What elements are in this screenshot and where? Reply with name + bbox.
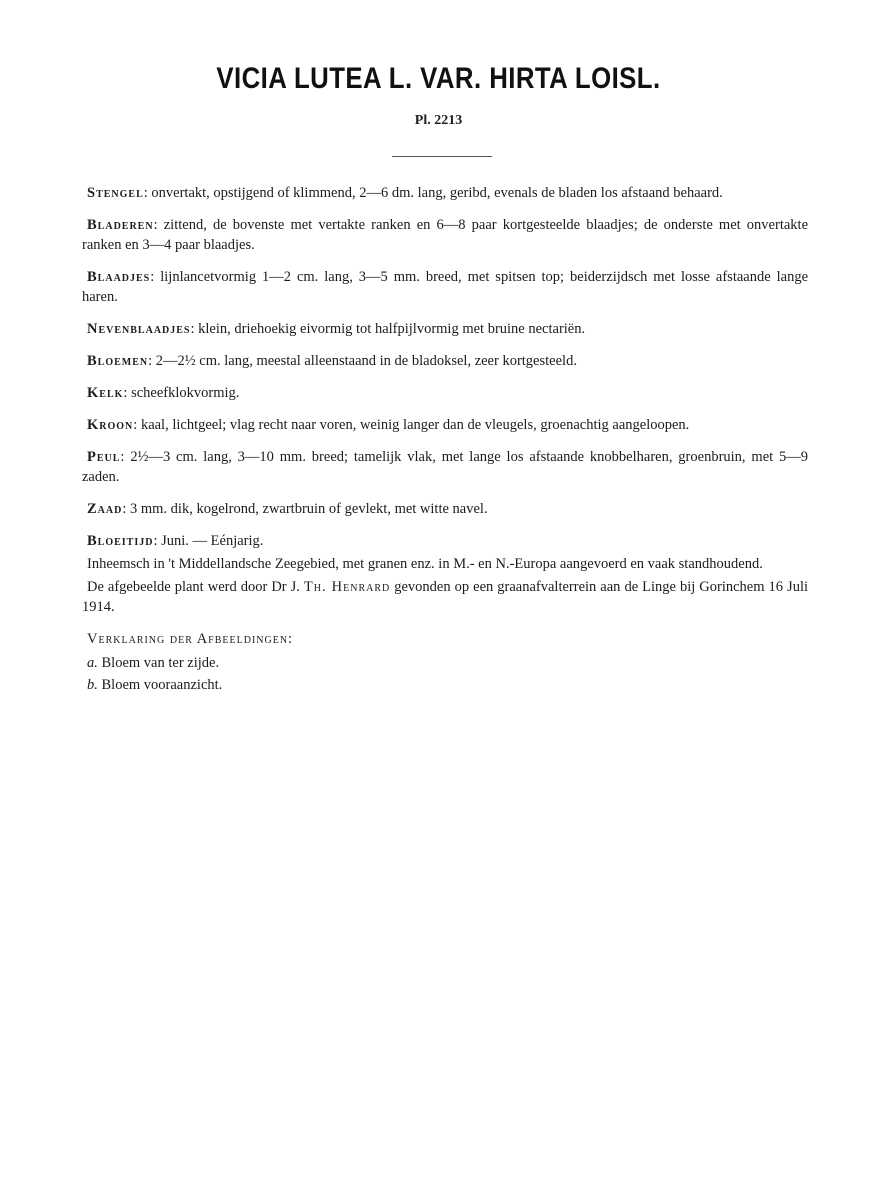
section-term: Zaad: [87, 501, 123, 517]
title-divider: [392, 156, 492, 157]
legend-key: b.: [87, 677, 98, 693]
distribution-paragraph: Inheemsch in 't Middellandsche Zeegebied, met granen enz. in M.- en N.-Europa aangevoerd en vaak standhoudend.: [87, 556, 763, 572]
legend-heading: Verklaring der Afbeeldingen:: [87, 631, 294, 647]
section-text: scheefklokvormig.: [131, 385, 240, 401]
finding-suffix: gevonden op een graanafvalterrein aan de Linge bij Gorinchem 16 Juli 1914.: [82, 579, 809, 615]
section-text: 2—2½ cm. lang, meestal alleenstaand in de bladoksel, zeer kortgesteeld.: [155, 353, 577, 369]
section-separator: :: [123, 385, 132, 401]
section-term: Bladeren: [87, 217, 154, 233]
finding-paragraph: [82, 577, 808, 617]
section-text: onvertakt, opstijgend of klimmend, 2—6 dm. lang, geribd, evenals de bladen los afstaand behaard.: [151, 185, 723, 201]
finder-name: Th. Henrard: [303, 579, 391, 595]
section-text: 2½—3 cm. lang, 3—10 mm. breed; tamelijk vlak, met lange los afstaande knobbelharen, groenbruin, met 5—9 zaden.: [82, 449, 809, 485]
section-separator: :: [153, 533, 162, 549]
description-section: [82, 215, 808, 255]
section-term: Bloemen: [87, 353, 149, 369]
plate-number: Pl. 2213: [414, 113, 463, 128]
description-section: [82, 351, 808, 371]
legend-text: Bloem vooraanzicht.: [101, 677, 223, 693]
legend-item: [82, 653, 808, 673]
description-section: [82, 267, 808, 307]
section-text: klein, driehoekig eivormig tot halfpijlvormig met bruine nectariën.: [198, 321, 586, 337]
section-term: Stengel: [87, 185, 144, 201]
legend-list: [82, 653, 808, 695]
section-separator: :: [148, 353, 156, 369]
section-separator: :: [122, 501, 130, 517]
section-term: Nevenblaadjes: [87, 321, 191, 337]
section-term: Blaadjes: [87, 269, 151, 285]
description-section: [82, 383, 808, 403]
description-sections: [82, 183, 808, 519]
flowering-time-paragraph: [82, 531, 808, 551]
description-section: [82, 499, 808, 519]
finding-prefix: De afgebeelde plant werd door Dr J.: [87, 579, 304, 595]
description-section: [82, 447, 808, 487]
section-term: Bloeitijd: [87, 533, 154, 549]
legend-key: a.: [87, 655, 98, 671]
description-body: [82, 183, 808, 697]
section-text: 3 mm. dik, kogelrond, zwartbruin of gevlekt, met witte navel.: [130, 501, 488, 517]
section-separator: :: [120, 449, 131, 465]
description-section: [82, 415, 808, 435]
legend-item: [82, 675, 808, 695]
section-separator: :: [143, 185, 152, 201]
section-separator: :: [190, 321, 199, 337]
section-separator: :: [150, 269, 161, 285]
section-text: Juni. — Eénjarig.: [161, 533, 264, 549]
section-term: Kelk: [87, 385, 124, 401]
section-text: zittend, de bovenste met vertakte ranken en 6—8 paar kortgesteelde blaadjes; de onderste met onvertakte ranken en 3—4 paar blaadjes.: [82, 217, 809, 253]
section-separator: :: [133, 417, 141, 433]
description-section: [82, 183, 808, 203]
section-separator: :: [153, 217, 164, 233]
section-term: Peul: [87, 449, 121, 465]
description-section: [82, 319, 808, 339]
section-text: lijnlancetvormig 1—2 cm. lang, 3—5 mm. breed, met spitsen top; beiderzijdsch met losse afstaande lange haren.: [82, 269, 808, 305]
section-text: kaal, lichtgeel; vlag recht naar voren, weinig langer dan de vleugels, groenachtig aangeloopen.: [140, 417, 690, 433]
page-title: VICIA LUTEA L. VAR. HIRTA LOISL.: [216, 62, 661, 95]
section-term: Kroon: [87, 417, 134, 433]
legend-text: Bloem van ter zijde.: [101, 655, 220, 671]
